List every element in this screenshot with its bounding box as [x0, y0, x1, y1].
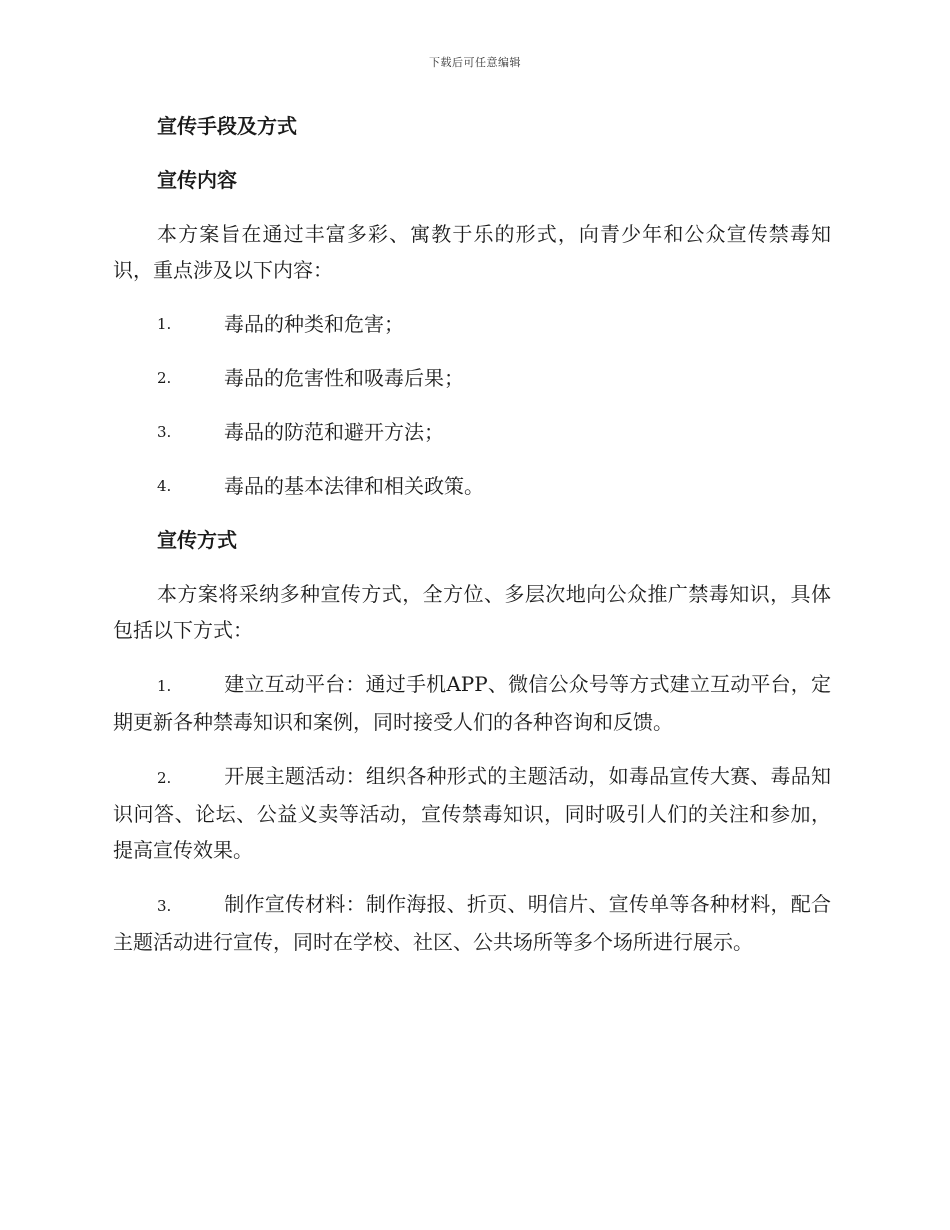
list-item-number: 2. — [157, 369, 172, 387]
list-item — [113, 414, 831, 450]
method-item-text: 制作宣传材料：制作海报、折页、明信片、宣传单等各种材料，配合主题活动进行宣传，同时在学校、社区、公共场所等多个场所进行展示。 — [113, 892, 831, 954]
list-item — [113, 360, 831, 396]
methods-section-intro: 本方案将采纳多种宣传方式，全方位、多层次地向公众推广禁毒知识，具体包括以下方式： — [113, 582, 831, 642]
list-item-text: 毒品的基本法律和相关政策。 — [224, 474, 484, 498]
content-section-title: 宣传内容 — [157, 168, 237, 192]
method-item — [113, 886, 831, 960]
method-item-text: 开展主题活动：组织各种形式的主题活动，如毒品宣传大赛、毒品知识问答、论坛、公益义卖等活动，宣传禁毒知识，同时吸引人们的关注和参加，提高宣传效果。 — [113, 764, 831, 862]
method-item-number: 1. — [157, 677, 172, 695]
list-item-number: 4. — [157, 477, 172, 495]
methods-section-title: 宣传方式 — [157, 528, 237, 552]
method-item-number: 3. — [157, 897, 172, 915]
list-item-number: 1. — [157, 315, 172, 333]
method-item — [113, 666, 831, 740]
header-note: 下载后可任意编辑 — [429, 56, 521, 69]
list-item-text: 毒品的危害性和吸毒后果； — [224, 366, 464, 390]
list-item-text: 毒品的防范和避开方法； — [224, 420, 444, 444]
list-item-text: 毒品的种类和危害； — [224, 312, 404, 336]
list-item — [113, 306, 831, 342]
list-item — [113, 468, 831, 504]
document-body — [113, 108, 831, 978]
method-item-number: 2. — [157, 769, 172, 787]
content-section-intro: 本方案旨在通过丰富多彩、寓教于乐的形式，向青少年和公众宣传禁毒知识，重点涉及以下内容： — [113, 222, 831, 282]
method-item — [113, 758, 831, 868]
section-title: 宣传手段及方式 — [157, 114, 297, 138]
list-item-number: 3. — [157, 423, 172, 441]
method-item-text: 建立互动平台：通过手机APP、微信公众号等方式建立互动平台，定期更新各种禁毒知识和案例，同时接受人们的各种咨询和反馈。 — [113, 672, 831, 734]
